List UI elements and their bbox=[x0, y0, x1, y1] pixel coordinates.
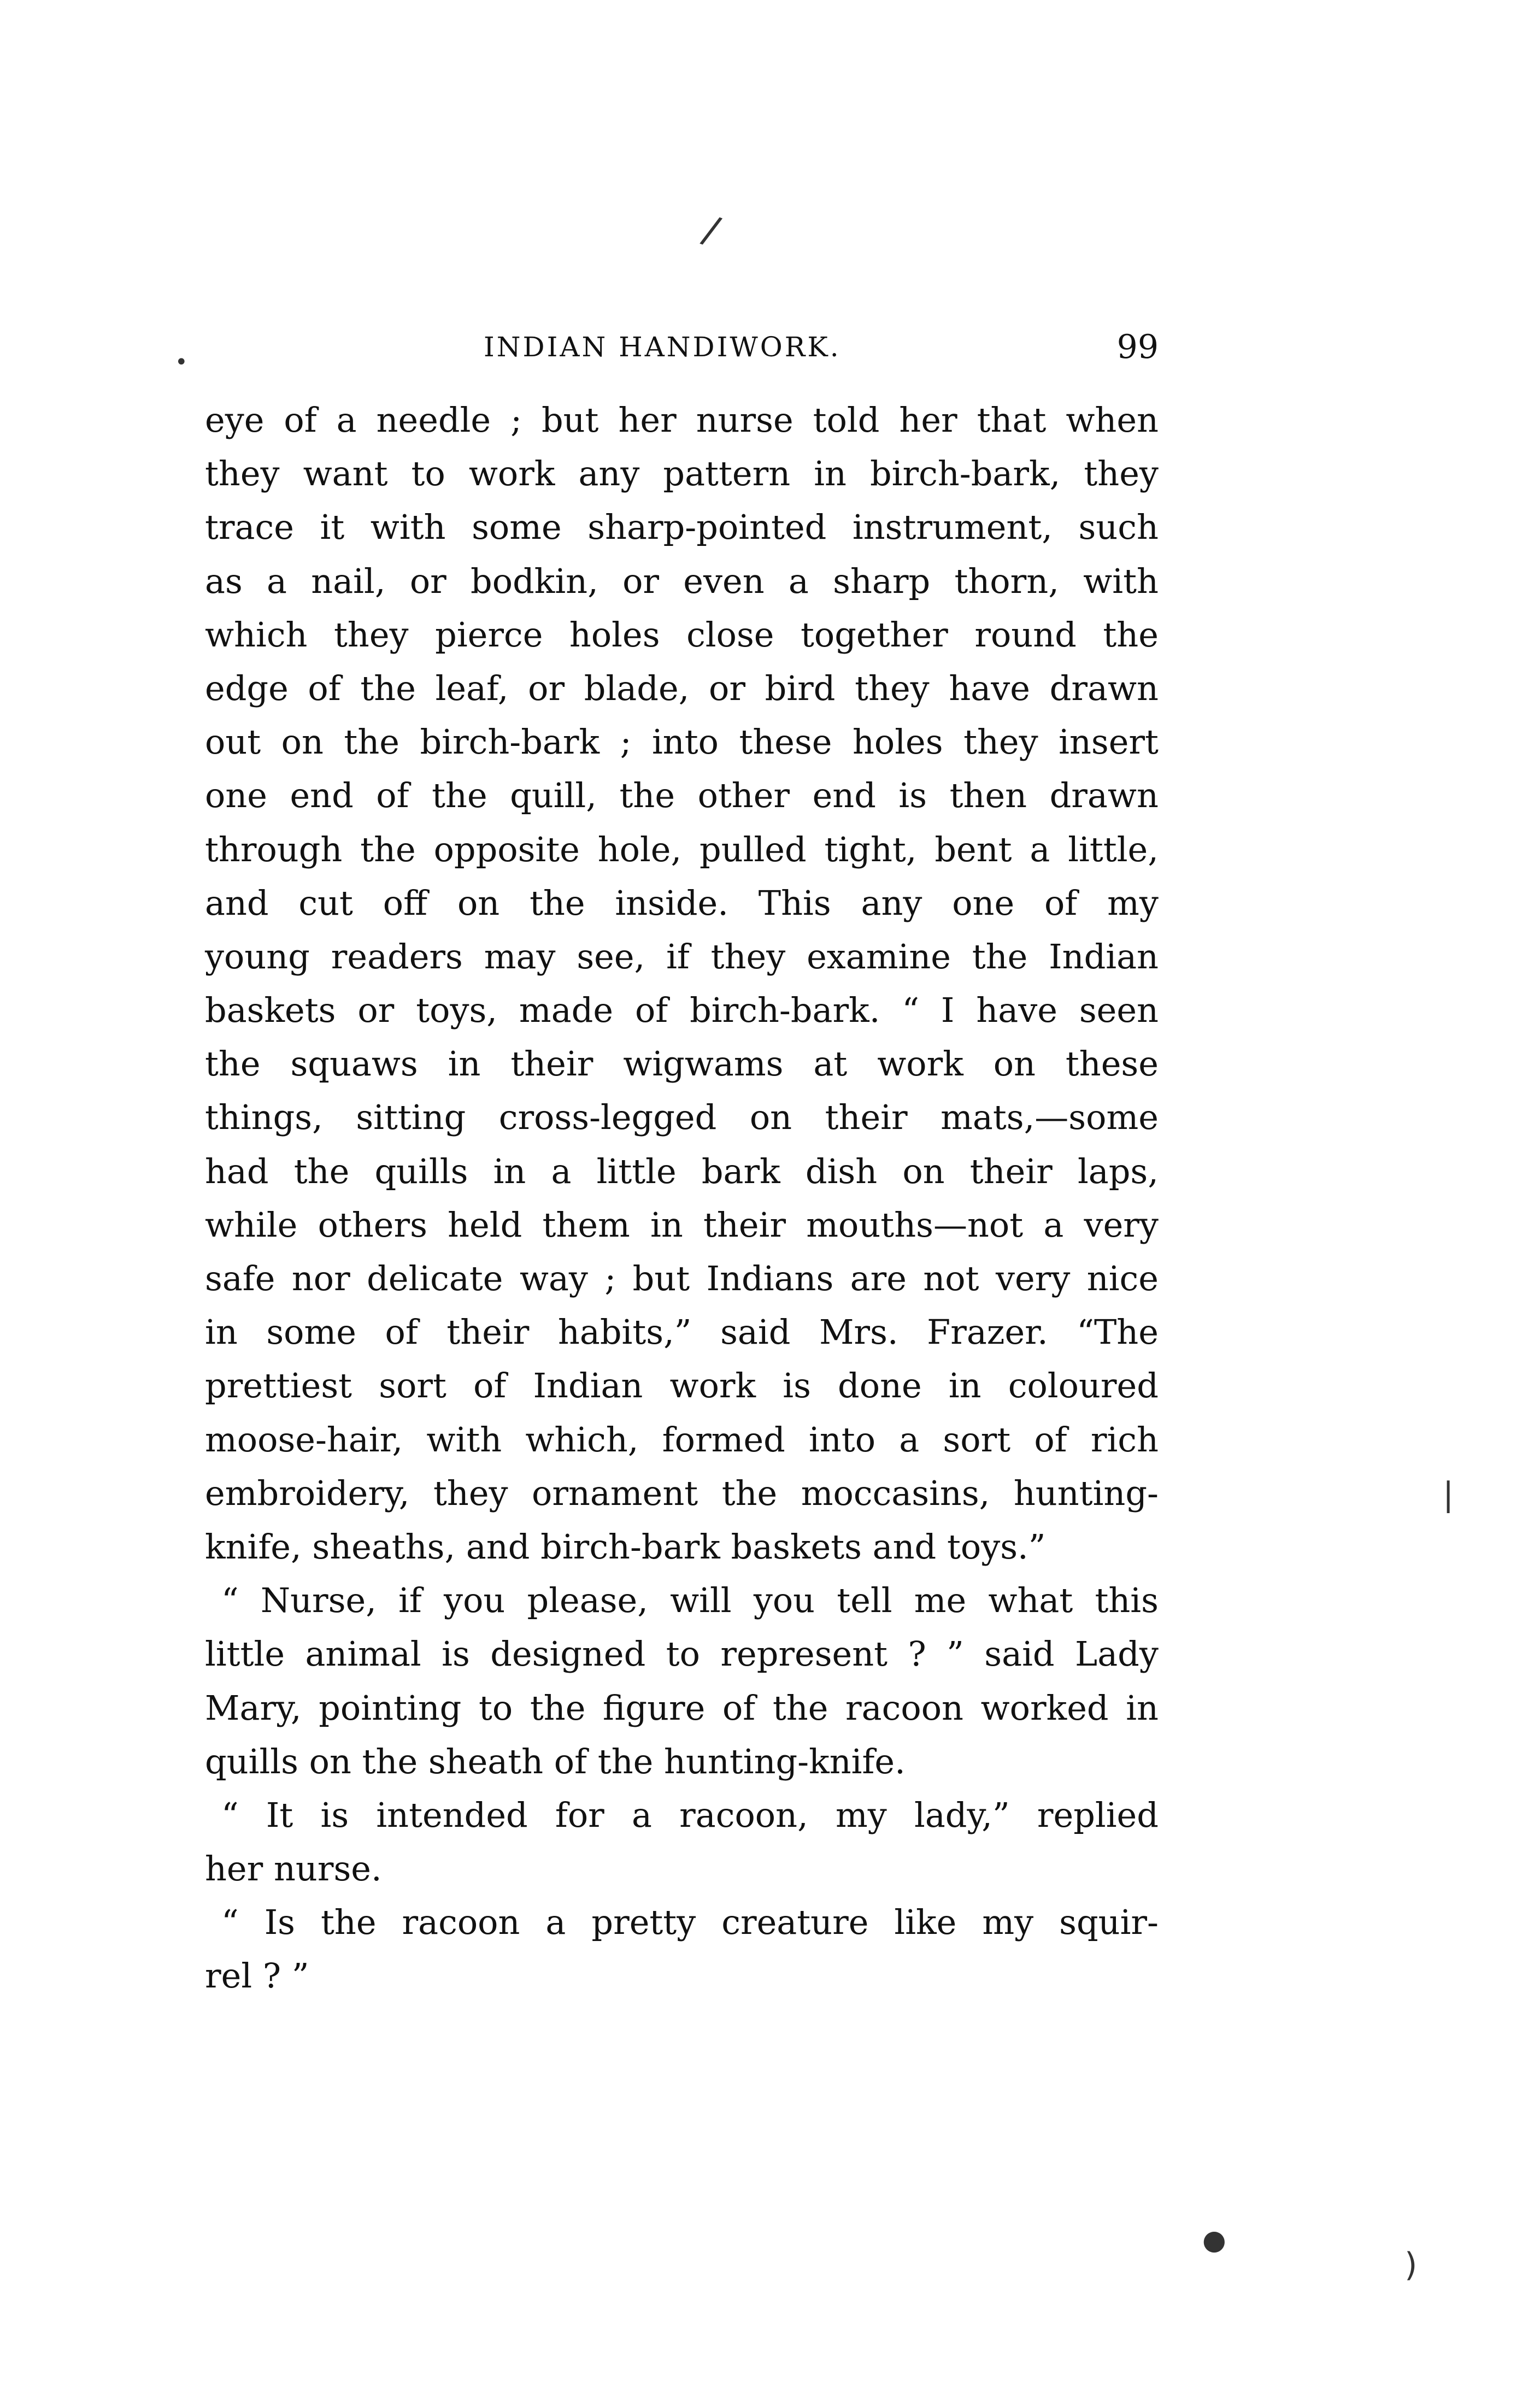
word: the bbox=[972, 936, 1028, 977]
word: they bbox=[334, 614, 409, 655]
word: to bbox=[411, 454, 445, 494]
word: things, bbox=[205, 1097, 323, 1138]
text-line bbox=[205, 1627, 1159, 1681]
word: work bbox=[877, 1044, 963, 1084]
word: ? bbox=[908, 1634, 926, 1674]
word: hunting- bbox=[1013, 1473, 1159, 1513]
word: my bbox=[1107, 883, 1159, 923]
word: have bbox=[949, 668, 1030, 708]
word: in bbox=[650, 1204, 683, 1245]
word: a bbox=[267, 561, 287, 601]
word: to bbox=[666, 1634, 700, 1674]
word: sharp-pointed bbox=[587, 507, 827, 548]
word: on bbox=[993, 1044, 1036, 1084]
word: inside. bbox=[615, 883, 728, 923]
word: in bbox=[493, 1151, 526, 1191]
word: at bbox=[813, 1044, 848, 1084]
word: opposite bbox=[433, 829, 580, 869]
text-line: rel ? ” bbox=[205, 1956, 309, 1996]
word: work bbox=[468, 454, 555, 494]
word: prettiest bbox=[205, 1366, 352, 1406]
word: “ bbox=[221, 1580, 239, 1621]
text-line bbox=[205, 1145, 1159, 1198]
word: a bbox=[899, 1419, 920, 1460]
word: of bbox=[284, 400, 317, 440]
word: on bbox=[281, 722, 324, 762]
word: racoon, bbox=[679, 1795, 808, 1835]
word: ; bbox=[604, 1258, 616, 1298]
word: animal bbox=[305, 1634, 421, 1674]
text-line bbox=[205, 555, 1159, 608]
word: Mrs. bbox=[819, 1312, 898, 1352]
word: laps, bbox=[1077, 1151, 1159, 1191]
word: cross-legged bbox=[498, 1097, 717, 1138]
word: their bbox=[969, 1151, 1053, 1191]
word: birch-bark. bbox=[690, 990, 880, 1031]
word: of bbox=[473, 1366, 507, 1406]
word: nice bbox=[1086, 1258, 1159, 1298]
word: my bbox=[835, 1795, 887, 1835]
word: when bbox=[1066, 400, 1159, 440]
word: her bbox=[899, 400, 957, 440]
word: tell bbox=[837, 1580, 892, 1621]
word: it bbox=[320, 507, 345, 548]
word: holes bbox=[569, 614, 660, 655]
text-line bbox=[205, 447, 1159, 501]
word: told bbox=[813, 400, 880, 440]
word: in bbox=[448, 1044, 481, 1084]
word: then bbox=[949, 775, 1027, 816]
word: very bbox=[1084, 1204, 1159, 1245]
word: readers bbox=[331, 936, 463, 977]
word: is bbox=[898, 775, 927, 816]
word: a bbox=[788, 561, 809, 601]
word: close bbox=[686, 614, 774, 655]
word: me bbox=[914, 1580, 967, 1621]
word: they bbox=[1084, 454, 1159, 494]
word: through bbox=[205, 829, 343, 869]
word: if bbox=[666, 936, 690, 977]
word: racoon bbox=[845, 1687, 963, 1728]
word: trace bbox=[205, 507, 294, 548]
word: Mary, bbox=[205, 1687, 302, 1728]
running-title: INDIAN HANDIWORK. bbox=[484, 331, 841, 363]
word: squir- bbox=[1059, 1902, 1159, 1943]
word: end bbox=[290, 775, 354, 816]
word: of bbox=[1044, 883, 1078, 923]
word: done bbox=[838, 1366, 922, 1406]
word: a bbox=[545, 1902, 566, 1943]
word: represent bbox=[720, 1634, 888, 1674]
word: a bbox=[336, 400, 357, 440]
word: little bbox=[596, 1151, 677, 1191]
page-header bbox=[205, 322, 1159, 372]
word: very bbox=[995, 1258, 1071, 1298]
scan-mark-icon: / bbox=[697, 207, 725, 254]
word: drawn bbox=[1049, 775, 1159, 816]
word: such bbox=[1078, 507, 1159, 548]
word: the bbox=[360, 829, 416, 869]
word: even bbox=[683, 561, 765, 601]
word: what bbox=[988, 1580, 1073, 1621]
word: the bbox=[320, 1902, 377, 1943]
word: insert bbox=[1059, 722, 1159, 762]
word: the bbox=[344, 722, 399, 762]
word: off bbox=[383, 883, 428, 923]
word: others bbox=[318, 1204, 427, 1245]
word: their bbox=[825, 1097, 908, 1138]
word: while bbox=[205, 1204, 298, 1245]
word: nail, bbox=[311, 561, 386, 601]
word: and bbox=[205, 883, 269, 923]
word: edge bbox=[205, 668, 289, 708]
word: hole, bbox=[597, 829, 682, 869]
word: or bbox=[709, 668, 745, 708]
word: dish bbox=[805, 1151, 878, 1191]
word: her bbox=[618, 400, 677, 440]
word: moccasins, bbox=[801, 1473, 990, 1513]
word: little, bbox=[1068, 829, 1159, 869]
word: wigwams bbox=[623, 1044, 784, 1084]
word: said bbox=[984, 1634, 1055, 1674]
word: worked bbox=[980, 1687, 1109, 1728]
word: made bbox=[519, 990, 614, 1031]
scan-mark-icon: | bbox=[1443, 1475, 1454, 1514]
word: “ bbox=[221, 1795, 239, 1835]
word: squaws bbox=[290, 1044, 418, 1084]
word: pierce bbox=[435, 614, 543, 655]
word: as bbox=[205, 561, 243, 601]
word: want bbox=[303, 454, 388, 494]
word: these bbox=[1065, 1044, 1159, 1084]
word: the bbox=[721, 1473, 778, 1513]
text-line bbox=[205, 715, 1159, 769]
word: is bbox=[783, 1366, 811, 1406]
word: you bbox=[753, 1580, 815, 1621]
word: of bbox=[722, 1687, 756, 1728]
word: bent bbox=[934, 829, 1012, 869]
word: habits,” bbox=[557, 1312, 692, 1352]
word: for bbox=[555, 1795, 604, 1835]
word: them bbox=[542, 1204, 630, 1245]
word: these bbox=[739, 722, 832, 762]
word: other bbox=[697, 775, 790, 816]
word: like bbox=[894, 1902, 957, 1943]
word: ” bbox=[947, 1634, 964, 1674]
word: a bbox=[551, 1151, 572, 1191]
page-number: 99 bbox=[1116, 328, 1159, 366]
word: examine bbox=[807, 936, 951, 977]
word: ; bbox=[510, 400, 522, 440]
word: which bbox=[205, 614, 308, 655]
word: which, bbox=[525, 1419, 639, 1460]
word: their bbox=[703, 1204, 786, 1245]
text-line bbox=[205, 1789, 1159, 1842]
word: with bbox=[370, 507, 446, 548]
word: intended bbox=[376, 1795, 528, 1835]
word: birch-bark, bbox=[869, 454, 1061, 494]
text-line bbox=[205, 984, 1159, 1037]
word: of bbox=[308, 668, 341, 708]
word: see, bbox=[577, 936, 645, 977]
word: bird bbox=[765, 668, 836, 708]
text-line bbox=[205, 1091, 1159, 1144]
text-line bbox=[205, 393, 1159, 447]
word: they bbox=[205, 454, 280, 494]
word: mouths—not bbox=[806, 1204, 1024, 1245]
word: in bbox=[1126, 1687, 1159, 1728]
word: of bbox=[385, 1312, 418, 1352]
word: some bbox=[266, 1312, 356, 1352]
text-line bbox=[205, 1896, 1159, 1949]
word: embroidery, bbox=[205, 1473, 410, 1513]
word: or bbox=[409, 561, 446, 601]
word: pulled bbox=[700, 829, 807, 869]
word: blade, bbox=[584, 668, 690, 708]
text-line bbox=[205, 877, 1159, 930]
word: pretty bbox=[591, 1902, 696, 1943]
word: I bbox=[941, 990, 955, 1031]
word: formed bbox=[662, 1419, 785, 1460]
word: in bbox=[814, 454, 847, 494]
word: nor bbox=[291, 1258, 350, 1298]
word: safe bbox=[205, 1258, 275, 1298]
word: eye bbox=[205, 400, 264, 440]
word: out bbox=[205, 722, 261, 762]
word: in bbox=[948, 1366, 981, 1406]
word: their bbox=[446, 1312, 530, 1352]
word: or bbox=[622, 561, 660, 601]
word: It bbox=[266, 1795, 293, 1835]
word: racoon bbox=[402, 1902, 520, 1943]
word: ornament bbox=[532, 1473, 698, 1513]
word: instrument, bbox=[852, 507, 1053, 548]
word: the bbox=[432, 775, 487, 816]
word: or bbox=[528, 668, 565, 708]
word: into bbox=[809, 1419, 876, 1460]
word: had bbox=[205, 1151, 269, 1191]
word: will bbox=[670, 1580, 732, 1621]
word: holes bbox=[852, 722, 943, 762]
word: Nurse, bbox=[260, 1580, 377, 1621]
word: said bbox=[720, 1312, 791, 1352]
word: way bbox=[519, 1258, 588, 1298]
word: together bbox=[800, 614, 948, 655]
scan-dot-icon: • bbox=[175, 350, 188, 375]
word: toys, bbox=[416, 990, 498, 1031]
word: seen bbox=[1079, 990, 1159, 1031]
word: are bbox=[850, 1258, 907, 1298]
word: some bbox=[472, 507, 562, 548]
word: is bbox=[442, 1634, 470, 1674]
text-line bbox=[205, 662, 1159, 715]
word: cut bbox=[298, 883, 353, 923]
word: creature bbox=[721, 1902, 869, 1943]
word: work bbox=[669, 1366, 756, 1406]
word: sort bbox=[379, 1366, 446, 1406]
word: but bbox=[632, 1258, 690, 1298]
word: coloured bbox=[1008, 1366, 1159, 1406]
word: Frazer. bbox=[927, 1312, 1048, 1352]
text-line: her nurse. bbox=[205, 1849, 382, 1889]
text-line bbox=[205, 1574, 1159, 1627]
word: they bbox=[855, 668, 930, 708]
word: young bbox=[205, 936, 310, 977]
word: tight, bbox=[824, 829, 917, 869]
word: of bbox=[376, 775, 409, 816]
word: any bbox=[578, 454, 640, 494]
word: of bbox=[634, 990, 668, 1031]
word: moose-hair, bbox=[205, 1419, 403, 1460]
text-line bbox=[205, 1467, 1159, 1520]
word: the bbox=[530, 883, 585, 923]
word: a bbox=[632, 1795, 652, 1835]
word: “ bbox=[902, 990, 920, 1031]
word: the bbox=[360, 668, 416, 708]
text-line bbox=[205, 769, 1159, 822]
word: to bbox=[478, 1687, 513, 1728]
word: in bbox=[205, 1312, 238, 1352]
text-line: knife, sheaths, and birch-bark baskets and toys.” bbox=[205, 1526, 1046, 1567]
text-line bbox=[205, 930, 1159, 984]
word: the bbox=[293, 1151, 350, 1191]
word: replied bbox=[1037, 1795, 1159, 1835]
word: or bbox=[357, 990, 395, 1031]
word: on bbox=[457, 883, 500, 923]
word: Indian bbox=[533, 1366, 643, 1406]
word: my bbox=[982, 1902, 1034, 1943]
word: rich bbox=[1090, 1419, 1159, 1460]
text-line bbox=[205, 1252, 1159, 1305]
text-line bbox=[205, 1681, 1159, 1735]
word: “ bbox=[221, 1902, 239, 1943]
text-line: quills on the sheath of the hunting-knife. bbox=[205, 1741, 906, 1781]
word: one bbox=[205, 775, 267, 816]
word: needle bbox=[376, 400, 491, 440]
word: on bbox=[902, 1151, 945, 1191]
text-line bbox=[205, 1198, 1159, 1252]
word: that bbox=[977, 400, 1047, 440]
text-line bbox=[205, 1037, 1159, 1091]
word: bodkin, bbox=[471, 561, 598, 601]
word: the bbox=[530, 1687, 586, 1728]
word: a bbox=[1030, 829, 1050, 869]
text-line bbox=[205, 1413, 1159, 1467]
word: on bbox=[749, 1097, 792, 1138]
word: designed bbox=[490, 1634, 646, 1674]
word: end bbox=[812, 775, 876, 816]
word: figure bbox=[603, 1687, 706, 1728]
body-text bbox=[205, 393, 1159, 2003]
word: nurse bbox=[696, 400, 793, 440]
word: please, bbox=[527, 1580, 648, 1621]
word: ; bbox=[620, 722, 632, 762]
word: they bbox=[963, 722, 1038, 762]
word: they bbox=[710, 936, 786, 977]
word: they bbox=[433, 1473, 508, 1513]
word: quills bbox=[374, 1151, 468, 1191]
word: held bbox=[448, 1204, 522, 1245]
word: Indian bbox=[1049, 936, 1159, 977]
word: baskets bbox=[205, 990, 336, 1031]
text-line bbox=[205, 501, 1159, 554]
word: with bbox=[1083, 561, 1159, 601]
word: sort bbox=[943, 1419, 1011, 1460]
scan-mark-icon: ) bbox=[1404, 2246, 1418, 2284]
word: the bbox=[619, 775, 675, 816]
word: the bbox=[772, 1687, 828, 1728]
word: round bbox=[974, 614, 1077, 655]
word: pattern bbox=[663, 454, 791, 494]
word: any bbox=[861, 883, 922, 923]
word: quill, bbox=[510, 775, 597, 816]
word: one bbox=[952, 883, 1015, 923]
word: This bbox=[758, 883, 831, 923]
text-line bbox=[205, 608, 1159, 662]
text-line bbox=[205, 1305, 1159, 1359]
word: into bbox=[651, 722, 719, 762]
word: little bbox=[205, 1634, 285, 1674]
text-line bbox=[205, 1359, 1159, 1413]
word: is bbox=[320, 1795, 349, 1835]
word: if bbox=[398, 1580, 422, 1621]
word: birch-bark bbox=[420, 722, 600, 762]
word: delicate bbox=[367, 1258, 503, 1298]
word: Lady bbox=[1075, 1634, 1159, 1674]
word: not bbox=[923, 1258, 979, 1298]
word: drawn bbox=[1049, 668, 1159, 708]
word: a bbox=[1043, 1204, 1064, 1245]
word: their bbox=[510, 1044, 593, 1084]
word: have bbox=[976, 990, 1057, 1031]
word: of bbox=[1034, 1419, 1067, 1460]
word: “The bbox=[1077, 1312, 1159, 1352]
word: pointing bbox=[319, 1687, 462, 1728]
word: leaf, bbox=[435, 668, 509, 708]
word: may bbox=[484, 936, 556, 977]
word: sharp bbox=[833, 561, 931, 601]
word: the bbox=[1103, 614, 1159, 655]
word: you bbox=[444, 1580, 506, 1621]
word: this bbox=[1095, 1580, 1159, 1621]
scan-blot-icon: ● bbox=[1202, 2224, 1226, 2256]
word: sitting bbox=[356, 1097, 466, 1138]
text-line bbox=[205, 823, 1159, 877]
word: bark bbox=[701, 1151, 780, 1191]
word: thorn, bbox=[954, 561, 1059, 601]
word: lady,” bbox=[914, 1795, 1010, 1835]
word: the bbox=[205, 1044, 261, 1084]
word: with bbox=[426, 1419, 502, 1460]
word: Is bbox=[264, 1902, 295, 1943]
word: Indians bbox=[706, 1258, 834, 1298]
word: but bbox=[541, 400, 599, 440]
word: mats,—some bbox=[941, 1097, 1159, 1138]
